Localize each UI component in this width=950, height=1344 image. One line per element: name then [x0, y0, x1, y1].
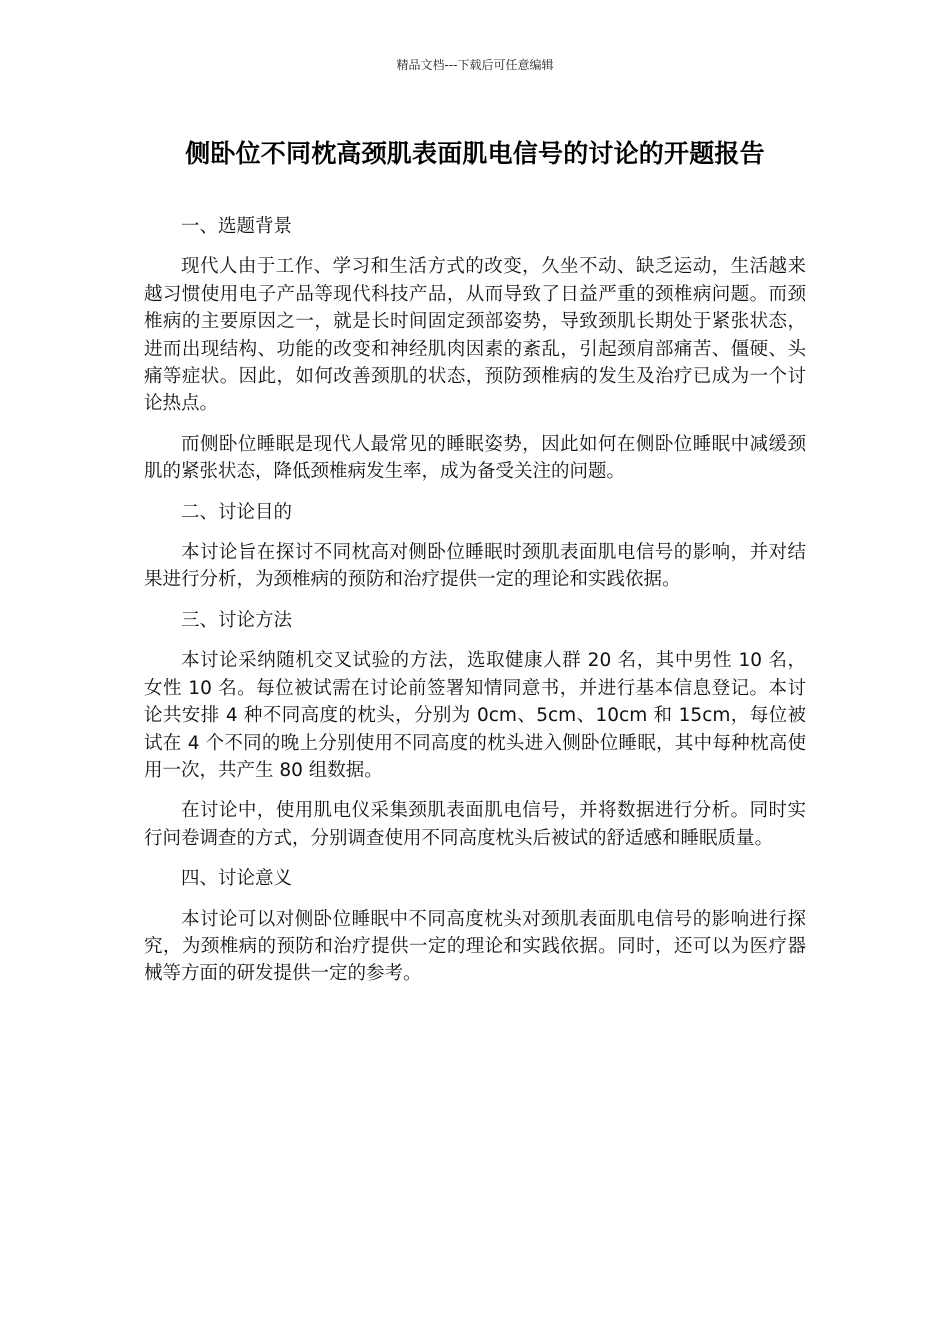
header-note: 精品文档---下载后可任意编辑: [396, 58, 554, 72]
paragraph-background-2: 而侧卧位睡眠是现代人最常见的睡眠姿势，因此如何在侧卧位睡眠中减缓颈肌的紧张状态，降低颈椎病发生率，成为备受关注的问题。: [144, 433, 806, 483]
section-heading-significance: 四、讨论意义: [181, 868, 293, 890]
document-title: 侧卧位不同枕高颈肌表面肌电信号的讨论的开题报告: [185, 139, 765, 168]
section-heading-purpose: 二、讨论目的: [181, 501, 293, 523]
document-body: [144, 213, 806, 1001]
paragraph-background-1: 现代人由于工作、学习和生活方式的改变，久坐不动、缺乏运动，生活越来越习惯使用电子产品等现代科技产品，从而导致了日益严重的颈椎病问题。而颈椎病的主要原因之一，就是长时间固定颈部姿势，导致颈肌长期处于紧张状态，进而出现结构、功能的改变和神经肌肉因素的紊乱，引起颈肩部痛苦、僵硬、头痛等症状。因此，如何改善颈肌的状态，预防颈椎病的发生及治疗已成为一个讨论热点。: [144, 256, 806, 415]
paragraph-significance-1: 本讨论可以对侧卧位睡眠中不同高度枕头对颈肌表面肌电信号的影响进行探究，为颈椎病的预防和治疗提供一定的理论和实践依据。同时，还可以为医疗器械等方面的研发提供一定的参考。: [144, 908, 806, 985]
paragraph-method-1: 本讨论采纳随机交叉试验的方法，选取健康人群 20 名，其中男性 10 名，女性 10 名。每位被试需在讨论前签署知情同意书，并进行基本信息登记。本讨论共安排 4 种不同高度的枕头，分别为 0cm、5cm、10cm 和 15cm，每位被试在 4 个不同的晚上分别使用不同高度的枕头进入侧卧位睡眠，其中每种枕高使用一次，共产生 80 组数据。: [144, 650, 806, 781]
section-heading-method: 三、讨论方法: [181, 609, 293, 631]
paragraph-purpose-1: 本讨论旨在探讨不同枕高对侧卧位睡眠时颈肌表面肌电信号的影响，并对结果进行分析，为颈椎病的预防和治疗提供一定的理论和实践依据。: [144, 542, 806, 591]
paragraph-method-2: 在讨论中，使用肌电仪采集颈肌表面肌电信号，并将数据进行分析。同时实行问卷调查的方式，分别调查使用不同高度枕头后被试的舒适感和睡眠质量。: [144, 800, 806, 849]
section-heading-background: 一、选题背景: [181, 216, 293, 237]
